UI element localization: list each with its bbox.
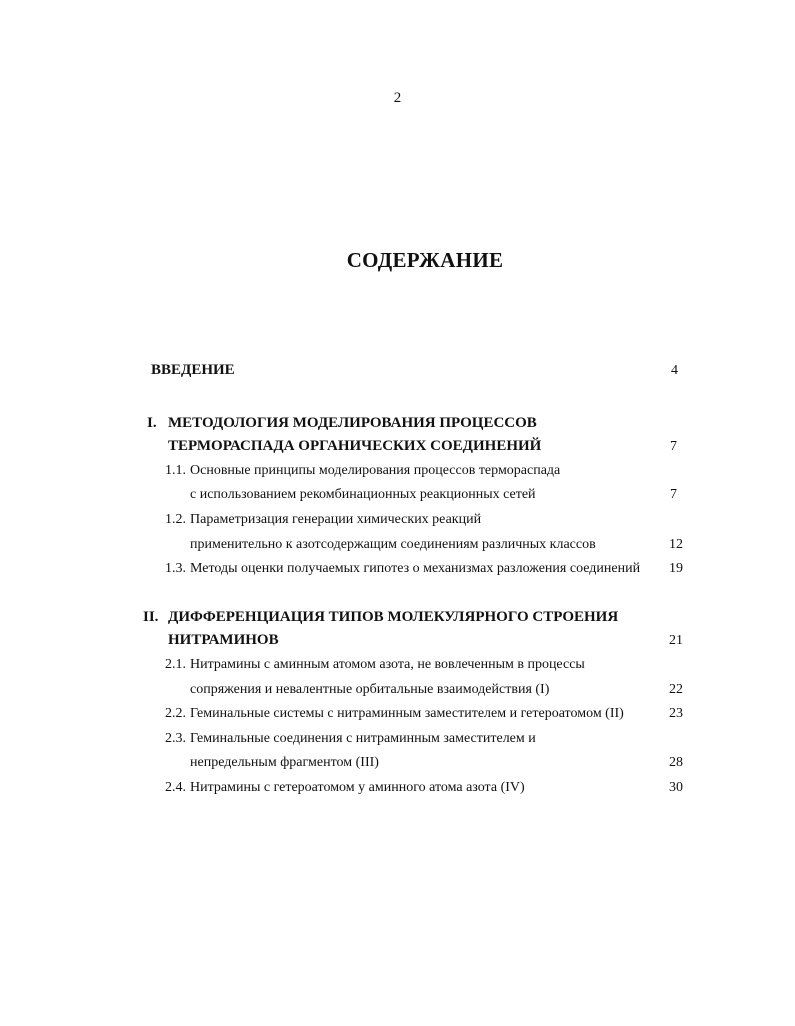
toc-item-2-2-number: 2.2. [165,706,186,721]
toc-item-1-1-page: 7 [670,487,677,502]
toc-item-2-1-page: 22 [669,682,683,697]
toc-item-2-4-line-1: Нитрамины с гетероатомом у аминного атома азота (IV) [190,780,525,795]
toc-section-1-title-line-1: МЕТОДОЛОГИЯ МОДЕЛИРОВАНИЯ ПРОЦЕССОВ [168,415,537,431]
toc-item-2-3-line-1: Геминальные соединения с нитраминным заместителем и [190,731,536,746]
toc-section-1-number: I. [147,415,157,431]
toc-item-1-3-line-1: Методы оценки получаемых гипотез о механизмах разложения соединений [190,561,641,576]
document-title: СОДЕРЖАНИЕ [346,248,504,272]
toc-item-1-2-line-1: Параметризация генерации химических реакций [190,512,482,527]
toc-item-1-2-line-2: применительно к азотсодержащим соединениям различных классов [190,537,596,552]
toc-item-1-1-line-2: с использованием рекомбинационных реакционных сетей [190,487,536,502]
toc-section-2-page: 21 [669,633,683,648]
toc-item-1-2-number: 1.2. [165,512,186,527]
toc-item-2-3-page: 28 [669,755,683,770]
toc-item-1-3-page: 19 [669,561,683,576]
toc-item-2-3-line-2: непредельным фрагментом (III) [190,755,379,770]
toc-item-2-4-page: 30 [669,780,683,795]
page-number: 2 [393,90,402,106]
toc-section-2-number: II. [143,609,159,625]
toc-item-2-2-line-1: Геминальные системы с нитраминным заместителем и гетероатомом (II) [190,706,624,721]
toc-item-2-1-line-1: Нитрамины с аминным атомом азота, не вовлеченным в процессы [190,657,585,672]
toc-section-2-title-line-1: ДИФФЕРЕНЦИАЦИЯ ТИПОВ МОЛЕКУЛЯРНОГО СТРОЕНИЯ [168,609,619,625]
toc-item-2-4-number: 2.4. [165,780,186,795]
toc-item-1-1-number: 1.1. [165,463,186,478]
toc-item-1-1-line-1: Основные принципы моделирования процессов термораспада [190,463,561,478]
toc-item-1-2-page: 12 [669,537,683,552]
toc-item-2-3-number: 2.3. [165,731,186,746]
toc-section-1-page: 7 [670,439,677,454]
toc-section-2-title-line-2: НИТРАМИНОВ [168,632,279,648]
toc-intro-page: 4 [671,363,678,378]
toc-item-2-1-line-2: сопряжения и невалентные орбитальные взаимодействия (I) [190,682,550,697]
toc-item-2-2-page: 23 [669,706,683,721]
toc-item-2-1-number: 2.1. [165,657,186,672]
toc-item-1-3-number: 1.3. [165,561,186,576]
toc-section-1-title-line-2: ТЕРМОРАСПАДА ОРГАНИЧЕСКИХ СОЕДИНЕНИЙ [168,438,542,454]
toc-intro-label: ВВЕДЕНИЕ [151,362,235,378]
